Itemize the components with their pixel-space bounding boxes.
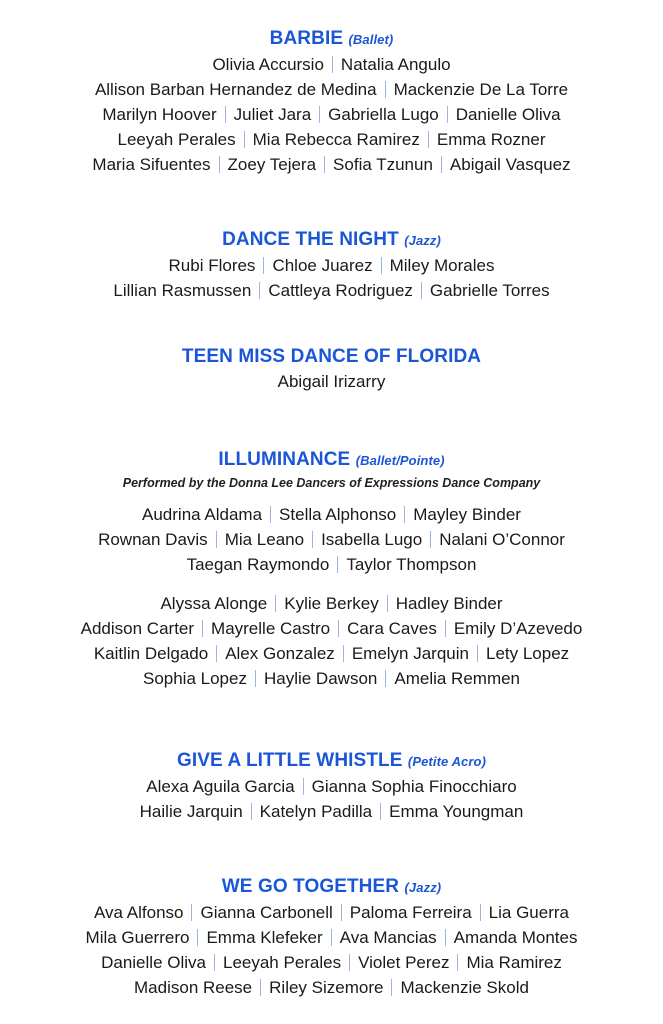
dancer-name: Sofia Tzunun (333, 155, 433, 174)
dancer-name: Danielle Oliva (455, 105, 561, 124)
name-separator (219, 156, 220, 173)
name-separator (421, 282, 422, 299)
dancer-name: Maria Sifuentes (92, 155, 211, 174)
dancer-name: Cattleya Rodriguez (268, 281, 413, 300)
name-separator (447, 106, 448, 123)
name-separator (214, 954, 215, 971)
name-line (0, 552, 663, 577)
dancer-name: Ava Alfonso (94, 903, 184, 922)
dancer-name: Gabrielle Torres (429, 281, 550, 300)
name-line (0, 502, 663, 527)
dancer-name: Amanda Montes (453, 928, 578, 947)
dancer-name: Violet Perez (358, 953, 450, 972)
dancer-name: Lety Lopez (485, 644, 570, 663)
name-separator (332, 56, 333, 73)
dancer-name: Zoey Tejera (227, 155, 317, 174)
dancer-name: Paloma Ferreira (349, 903, 472, 922)
dancer-name: Emma Klefeker (206, 928, 323, 947)
dancer-name: Alyssa Alonge (160, 594, 268, 613)
dancer-name: Riley Sizemore (269, 978, 384, 997)
dancer-name: Mayley Binder (413, 505, 521, 524)
name-separator (191, 904, 192, 921)
name-separator (428, 131, 429, 148)
name-separator (202, 620, 203, 637)
dancer-name: Kaitlin Delgado (93, 644, 209, 663)
dancer-name: Taegan Raymondo (186, 555, 330, 574)
name-separator (343, 645, 344, 662)
dancer-name: Gabriella Lugo (328, 105, 439, 124)
name-separator (385, 670, 386, 687)
name-line (0, 77, 663, 102)
dancer-name: Mia Rebecca Ramirez (252, 130, 420, 149)
name-line (0, 641, 663, 666)
name-separator (404, 506, 405, 523)
name-line (0, 52, 663, 77)
name-separator (260, 979, 261, 996)
dancer-name: Cara Caves (347, 619, 437, 638)
section-subtitle: Performed by the Donna Lee Dancers of Expressions Dance Company (122, 476, 541, 490)
name-separator (381, 257, 382, 274)
dancer-name: Alexa Aguila Garcia (146, 777, 295, 796)
name-separator (341, 904, 342, 921)
dancer-name: Abigail Vasquez (449, 155, 571, 174)
dancer-name: Emily D’Azevedo (453, 619, 583, 638)
name-line (0, 278, 663, 303)
section-title: TEEN MISS DANCE OF FLORIDA (181, 346, 482, 367)
dancer-name: Emma Youngman (389, 802, 524, 821)
name-line (0, 925, 663, 950)
name-line (0, 369, 663, 394)
section-we-go-together (0, 875, 663, 1000)
section-title: WE GO TOGETHER (Jazz) (221, 876, 442, 897)
name-separator (216, 531, 217, 548)
dancer-name: Mila Guerrero (85, 928, 190, 947)
name-separator (275, 595, 276, 612)
name-separator (312, 531, 313, 548)
dancer-name: Amelia Remmen (394, 669, 521, 688)
name-separator (430, 531, 431, 548)
dancer-name: Rownan Davis (98, 530, 208, 549)
name-line (0, 127, 663, 152)
name-separator (391, 979, 392, 996)
name-separator (197, 929, 198, 946)
name-separator (385, 81, 386, 98)
dancer-name: Addison Carter (80, 619, 195, 638)
section-title: ILLUMINANCE (Ballet/Pointe) (218, 449, 445, 470)
dancer-name: Alex Gonzalez (225, 644, 335, 663)
name-separator (225, 106, 226, 123)
name-separator (251, 803, 252, 820)
name-separator (457, 954, 458, 971)
dancer-name: Marilyn Hoover (102, 105, 217, 124)
dancer-name: Kylie Berkey (284, 594, 379, 613)
name-separator (259, 282, 260, 299)
dancer-name: Lia Guerra (488, 903, 569, 922)
name-line (0, 900, 663, 925)
name-separator (216, 645, 217, 662)
section-dance-the-night (0, 228, 663, 303)
dancer-name: Rubi Flores (168, 256, 256, 275)
name-line (0, 666, 663, 691)
dancer-name: Allison Barban Hernandez de Medina (94, 80, 377, 99)
dancer-name: Katelyn Padilla (259, 802, 373, 821)
name-line (0, 950, 663, 975)
dancer-name: Mayrelle Castro (211, 619, 331, 638)
name-separator (331, 929, 332, 946)
name-line (0, 527, 663, 552)
dancer-name: Hailie Jarquin (139, 802, 243, 821)
dancer-name: Isabella Lugo (321, 530, 423, 549)
dancer-name: Mia Ramirez (466, 953, 562, 972)
section-title: GIVE A LITTLE WHISTLE (Petite Acro) (176, 750, 487, 771)
section-give-a-little-whistle (0, 749, 663, 824)
dancer-name: Abigail Irizarry (277, 372, 386, 391)
section-teen-miss-dance (0, 345, 663, 394)
name-separator (270, 506, 271, 523)
dancer-name: Mackenzie De La Torre (393, 80, 569, 99)
section-barbie (0, 27, 663, 177)
name-separator (303, 778, 304, 795)
dancer-name: Chloe Juarez (272, 256, 373, 275)
dancer-name: Leeyah Perales (222, 953, 342, 972)
dancer-name: Sophia Lopez (142, 669, 247, 688)
name-line (0, 591, 663, 616)
dancer-name: Gianna Carbonell (200, 903, 333, 922)
dancer-name: Emma Rozner (436, 130, 546, 149)
name-line (0, 774, 663, 799)
name-separator (445, 929, 446, 946)
dancer-name: Lillian Rasmussen (113, 281, 252, 300)
name-line (0, 152, 663, 177)
name-separator (338, 620, 339, 637)
name-separator (441, 156, 442, 173)
dancer-name: Miley Morales (389, 256, 495, 275)
dancer-name: Taylor Thompson (346, 555, 477, 574)
dancer-name: Leeyah Perales (117, 130, 236, 149)
name-separator (255, 670, 256, 687)
name-line (0, 616, 663, 641)
name-separator (349, 954, 350, 971)
dancer-name: Ava Mancias (339, 928, 437, 947)
name-line (0, 799, 663, 824)
name-separator (445, 620, 446, 637)
section-illuminance (0, 448, 663, 691)
name-separator (337, 556, 338, 573)
dancer-name: Hadley Binder (395, 594, 503, 613)
dancer-name: Danielle Oliva (101, 953, 206, 972)
name-separator (380, 803, 381, 820)
dancer-name: Emelyn Jarquin (351, 644, 469, 663)
dancer-name: Nalani O’Connor (439, 530, 565, 549)
name-line (0, 975, 663, 1000)
dancer-name: Mia Leano (224, 530, 305, 549)
dancer-name: Mackenzie Skold (400, 978, 529, 997)
name-separator (480, 904, 481, 921)
name-separator (477, 645, 478, 662)
section-title: BARBIE (Ballet) (269, 28, 394, 49)
dancer-name: Olivia Accursio (212, 55, 324, 74)
dancer-name: Madison Reese (134, 978, 253, 997)
dancer-name: Juliet Jara (233, 105, 312, 124)
dancer-name: Gianna Sophia Finocchiaro (311, 777, 517, 796)
name-separator (324, 156, 325, 173)
name-line (0, 253, 663, 278)
dancer-name: Haylie Dawson (263, 669, 378, 688)
dancer-name: Audrina Aldama (142, 505, 263, 524)
dancer-name: Natalia Angulo (340, 55, 451, 74)
name-separator (319, 106, 320, 123)
name-separator (263, 257, 264, 274)
name-separator (244, 131, 245, 148)
dancer-name: Stella Alphonso (279, 505, 397, 524)
name-separator (387, 595, 388, 612)
section-title: DANCE THE NIGHT (Jazz) (222, 229, 441, 250)
name-line (0, 102, 663, 127)
